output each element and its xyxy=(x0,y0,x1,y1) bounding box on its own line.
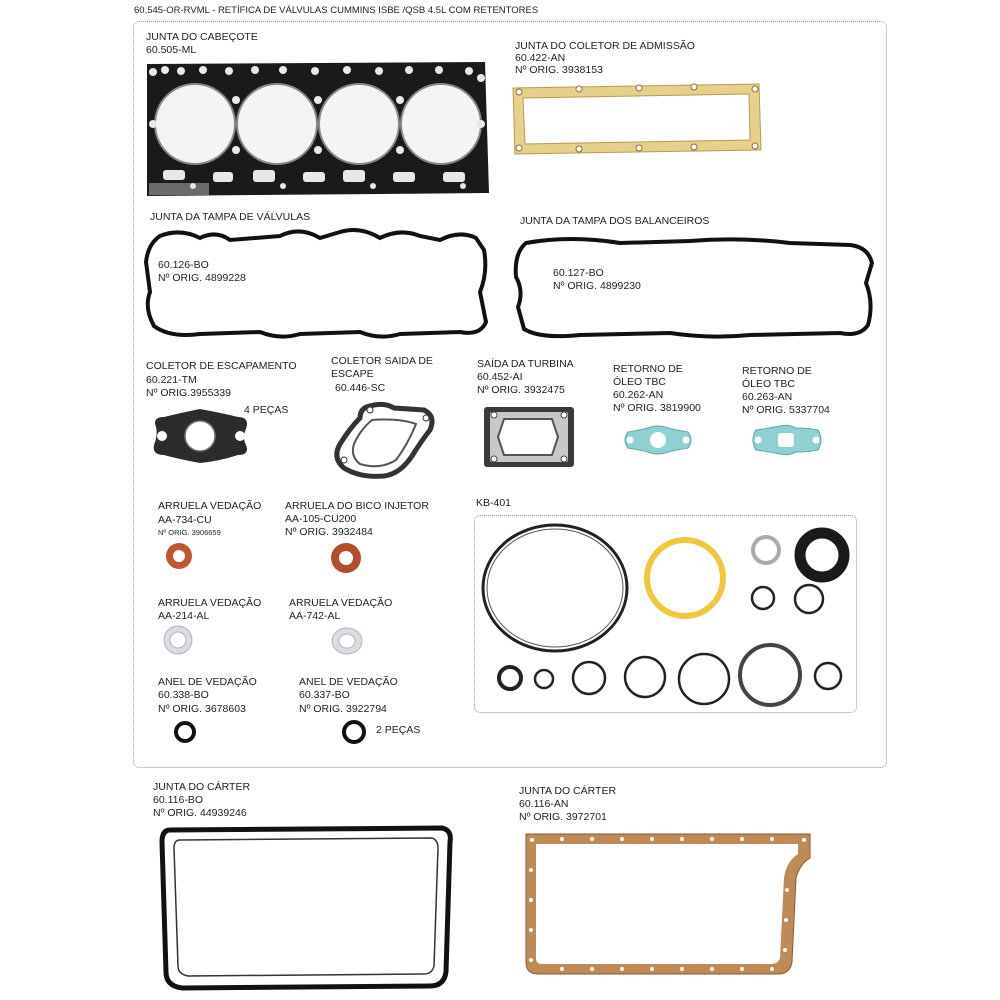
arruela3-title: ARRUELA VEDAÇÃO xyxy=(289,597,393,609)
carter2-code: 60.116-AN xyxy=(519,798,569,810)
kb401-rings-image xyxy=(474,520,854,710)
turbina-title: SAÍDA DA TURBINA xyxy=(477,358,574,370)
anel2-code: 60.337-BO xyxy=(299,689,350,701)
anel2-qty: 2 PEÇAS xyxy=(376,724,421,736)
retorno2-code: 60.263-AN xyxy=(742,391,793,403)
exhaust-manifold-gasket-image xyxy=(146,405,254,467)
tampa-balanceiros-code: 60.127-BO xyxy=(553,267,604,279)
saida-escape-code: 60.446-SC xyxy=(335,382,386,394)
arruela1-code: AA-734-CU xyxy=(158,514,212,526)
arruela-bico-orig: Nº ORIG. 3932484 xyxy=(285,526,373,538)
carter2-title: JUNTA DO CÁRTER xyxy=(519,785,617,797)
aluminum-washer-1-image xyxy=(162,624,194,656)
oil-return-gasket-1-image xyxy=(618,422,698,458)
oil-return-gasket-2-image xyxy=(746,422,828,458)
admissao-code: 60.422-AN xyxy=(515,52,566,64)
escapamento-code: 60.221-TM xyxy=(146,374,197,386)
turbina-code: 60.452-AI xyxy=(477,371,523,383)
copper-washer-1-image xyxy=(164,541,194,571)
anel1-code: 60.338-BO xyxy=(158,689,209,701)
page-title: 60.545-OR-RVML - RETÍFICA DE VÁLVULAS CUMMINS ISBE /QSB 4.5L COM RETENTORES xyxy=(134,5,539,16)
intake-gasket-image xyxy=(509,80,765,158)
injector-washer-image xyxy=(329,541,363,575)
arruela-bico-code: AA-105-CU200 xyxy=(285,513,357,525)
carter2-orig: Nº ORIG. 3972701 xyxy=(519,811,607,823)
tampa-valvulas-code: 60.126-BO xyxy=(158,259,209,271)
tampa-balanceiros-title: JUNTA DA TAMPA DOS BALANCEIROS xyxy=(520,215,710,227)
tampa-valvulas-orig: Nº ORIG. 4899228 xyxy=(158,272,246,284)
cabecote-code: 60.505-ML xyxy=(146,44,197,56)
carter1-title: JUNTA DO CÁRTER xyxy=(153,781,251,793)
arruela2-title: ARRUELA VEDAÇÃO xyxy=(158,597,262,609)
o-ring-2-image xyxy=(341,719,367,745)
anel2-title: ANEL DE VEDAÇÃO xyxy=(299,676,398,688)
arruela2-code: AA-214-AL xyxy=(158,610,210,622)
arruela1-orig: Nº ORIG. 3906659 xyxy=(158,528,221,537)
retorno1-title-1: RETORNO DE xyxy=(613,363,683,375)
retorno2-title-2: ÓLEO TBC xyxy=(742,378,795,390)
exhaust-outlet-gasket-image xyxy=(330,400,438,482)
anel1-title: ANEL DE VEDAÇÃO xyxy=(158,676,257,688)
valve-cover-gasket-image xyxy=(140,222,492,344)
kb401-label: KB-401 xyxy=(476,497,512,509)
oil-pan-gasket-2-image xyxy=(522,830,814,978)
saida-escape-title-2: ESCAPE xyxy=(331,368,374,380)
saida-escape-title-1: COLETOR SAIDA DE xyxy=(331,355,433,367)
turbina-orig: Nº ORIG. 3932475 xyxy=(477,384,565,396)
carter1-code: 60.116-BO xyxy=(153,794,204,806)
arruela-bico-title: ARRUELA DO BICO INJETOR xyxy=(285,500,429,512)
turbine-outlet-gasket-image xyxy=(482,405,576,469)
retorno1-title-2: ÓLEO TBC xyxy=(613,376,666,388)
head-gasket-image xyxy=(143,58,491,198)
rocker-cover-gasket-image xyxy=(510,233,878,341)
oil-pan-gasket-1-image xyxy=(156,822,456,994)
admissao-orig: Nº ORIG. 3938153 xyxy=(515,64,603,76)
cabecote-title: JUNTA DO CABEÇOTE xyxy=(146,31,258,43)
tampa-valvulas-title: JUNTA DA TAMPA DE VÁLVULAS xyxy=(150,211,311,223)
carter1-orig: Nº ORIG. 44939246 xyxy=(153,807,247,819)
retorno1-code: 60.262-AN xyxy=(613,389,664,401)
admissao-title: JUNTA DO COLETOR DE ADMISSÃO xyxy=(515,40,695,52)
anel1-orig: Nº ORIG. 3678603 xyxy=(158,703,246,715)
retorno2-orig: Nº ORIG. 5337704 xyxy=(742,404,830,416)
escapamento-orig: Nº ORIG.3955339 xyxy=(146,387,231,399)
o-ring-1-image xyxy=(173,720,197,744)
retorno1-orig: Nº ORIG. 3819900 xyxy=(613,402,701,414)
arruela3-code: AA-742-AL xyxy=(289,610,341,622)
arruela1-title: ARRUELA VEDAÇÃO xyxy=(158,500,262,512)
anel2-orig: Nº ORIG. 3922794 xyxy=(299,703,387,715)
aluminum-washer-2-image xyxy=(330,626,364,656)
tampa-balanceiros-orig: Nº ORIG. 4899230 xyxy=(553,280,641,292)
escapamento-title: COLETOR DE ESCAPAMENTO xyxy=(146,360,297,372)
retorno2-title-1: RETORNO DE xyxy=(742,365,812,377)
escapamento-qty: 4 PEÇAS xyxy=(244,404,289,416)
